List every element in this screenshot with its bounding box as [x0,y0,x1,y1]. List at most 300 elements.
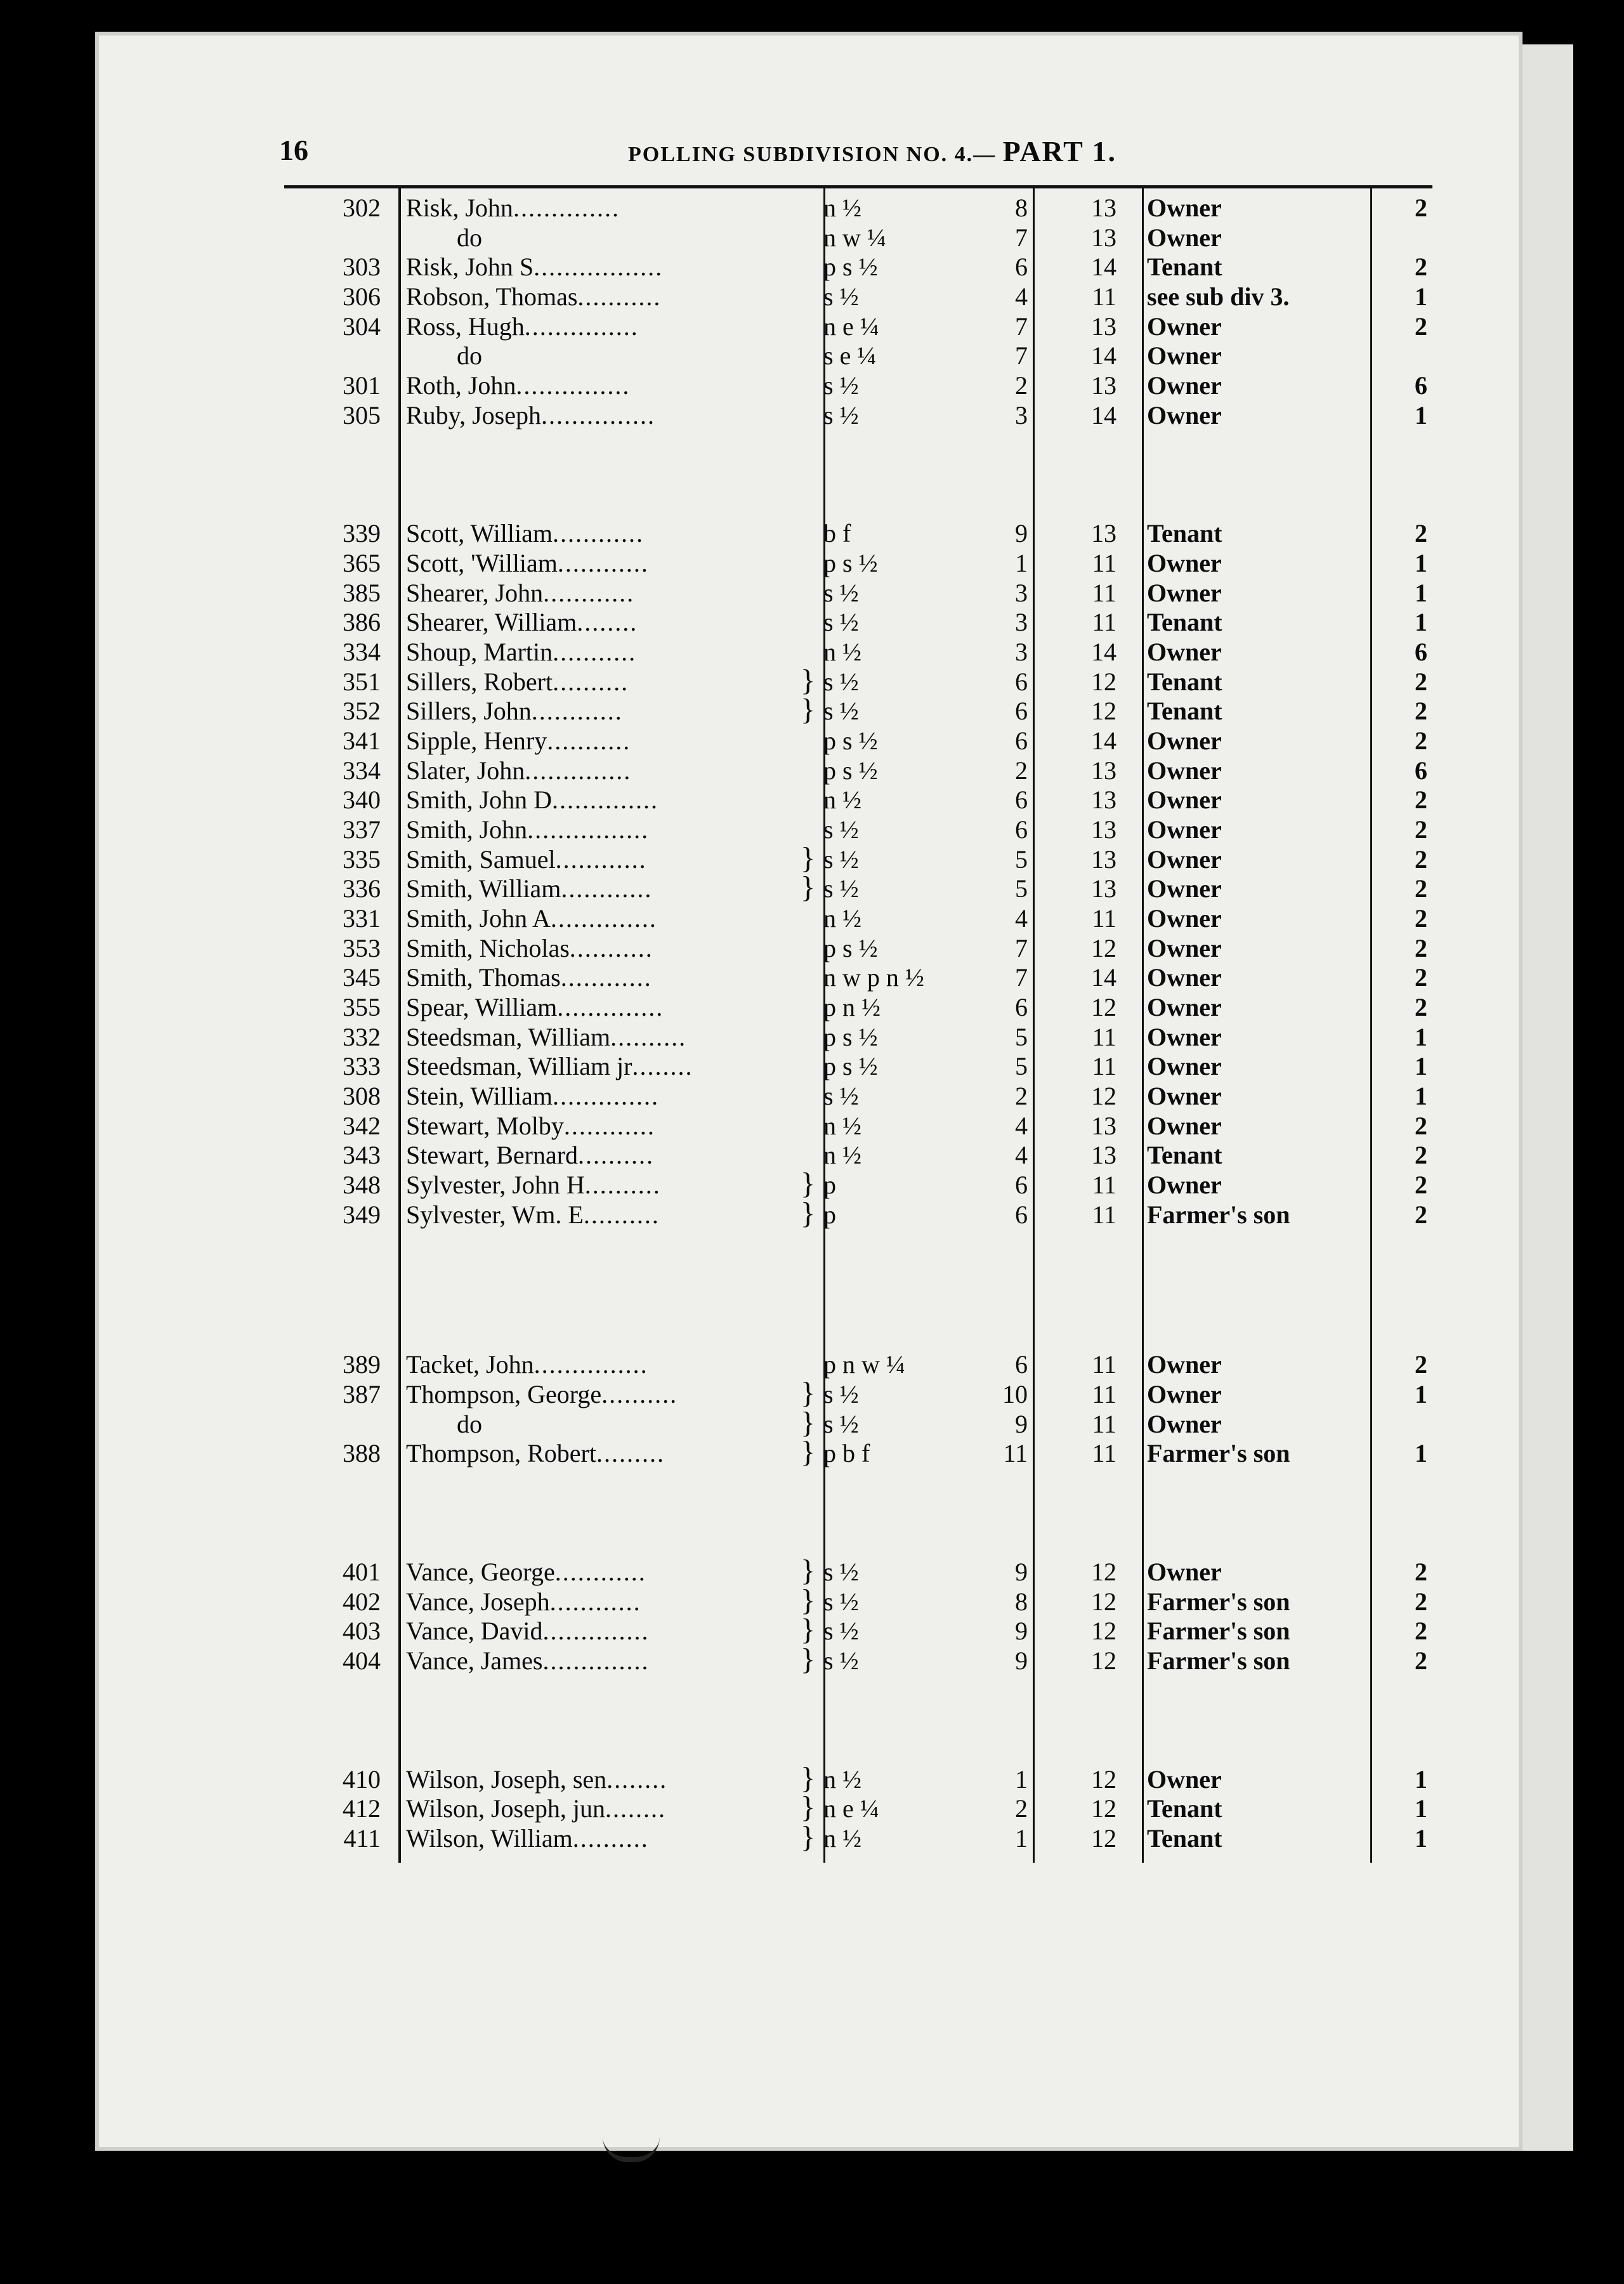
vote-count: 6 [1415,638,1427,666]
voter-number: 302 [343,194,381,222]
lot-number: 2 [1015,756,1028,785]
voter-name [406,756,806,785]
tenure-status: Tenant [1147,253,1222,281]
grouping-brace: } [801,664,816,697]
voter-name-text: Sylvester, John H [406,1171,585,1199]
lot-number: 9 [1015,1646,1028,1675]
dot-leader: .......... [610,1023,687,1051]
vote-count: 2 [1415,253,1427,281]
tenure-status: Tenant [1147,519,1222,548]
lot-number: 9 [1015,519,1028,548]
voter-name-text: Ruby, Joseph [406,401,541,430]
voter-number: 306 [343,282,381,311]
lot-number: 3 [1015,638,1028,666]
voter-name-text: Shoup, Martin [406,638,553,666]
voter-name [406,1439,806,1468]
vote-count: 1 [1415,1794,1427,1823]
voter-name-text: Sipple, Henry [406,726,547,755]
lot-number: 4 [1015,1112,1028,1140]
page-number: 16 [279,134,308,166]
land-description: p s ½ [823,549,878,577]
land-description: s ½ [823,1082,859,1110]
dot-leader: ............ [549,1587,641,1616]
lot-number: 2 [1015,371,1028,400]
voter-name [406,341,806,371]
voter-name [406,194,806,223]
voter-name-text: do [457,1410,482,1438]
concession-number: 11 [1092,904,1116,933]
lot-number: 4 [1015,904,1028,933]
voter-number: 349 [343,1200,381,1229]
tenure-status: Owner [1147,1410,1222,1438]
land-description: s ½ [823,1646,859,1675]
voter-number: 385 [343,579,381,607]
land-description: b f [823,519,851,548]
voter-name [406,1558,806,1587]
dot-leader: .............. [513,194,620,222]
voter-name-text: Steedsman, William jr [406,1052,632,1080]
lot-number: 7 [1015,963,1028,992]
voter-name [406,1824,806,1853]
voter-number: 331 [343,904,381,933]
voter-name [406,579,806,608]
vote-count: 2 [1415,1350,1427,1379]
concession-number: 11 [1092,1023,1116,1051]
voter-number: 410 [343,1765,381,1794]
voter-name-text: Smith, John A [406,904,551,933]
vote-count: 2 [1415,963,1427,992]
concession-number: 11 [1092,1380,1116,1408]
column-divider-status [1142,188,1144,1863]
lot-number: 6 [1015,815,1028,844]
column-divider-name [398,188,401,1863]
vote-count: 2 [1415,667,1427,696]
dot-leader: ........ [606,1765,668,1794]
voter-name [406,904,806,933]
land-description: p s ½ [823,934,878,962]
dot-leader: ........... [553,638,637,666]
tenure-status: Owner [1147,1558,1222,1586]
voter-number: 365 [343,549,381,577]
voter-name [406,519,806,548]
land-description: p s ½ [823,1052,878,1080]
voter-number: 333 [343,1052,381,1080]
land-description: n ½ [823,1141,861,1169]
voter-name-text: Sylvester, Wm. E [406,1200,584,1229]
vote-count: 2 [1415,815,1427,844]
lot-number: 2 [1015,1794,1028,1823]
dot-leader: ............ [557,549,649,577]
tenure-status: Owner [1147,1082,1222,1110]
vote-count: 2 [1415,1171,1427,1199]
voter-number: 389 [343,1350,381,1379]
voter-name-text: Stewart, Molby [406,1112,564,1140]
concession-number: 12 [1091,1082,1116,1110]
voter-number: 345 [343,963,381,992]
lot-number: 7 [1015,341,1028,370]
dot-leader: ............ [554,1558,646,1586]
lot-number: 6 [1015,1350,1028,1379]
tenure-status: Owner [1147,579,1222,607]
land-description: s ½ [823,282,859,311]
voter-number: 387 [343,1380,381,1408]
tenure-status: Owner [1147,1171,1222,1199]
tenure-status: Owner [1147,845,1222,874]
tenure-status: Owner [1147,223,1222,252]
tenure-status: Owner [1147,638,1222,666]
voter-name-text: Stein, William [406,1082,553,1110]
voter-name [406,1052,806,1081]
land-description: s ½ [823,1410,859,1438]
tenure-status: Owner [1147,1350,1222,1379]
dot-leader: ............ [531,697,623,725]
lot-number: 9 [1015,1617,1028,1645]
page-title-text: POLLING SUBDIVISION NO. 4.— [628,143,997,166]
voter-name-text: do [457,341,482,370]
grouping-brace: } [801,1643,816,1676]
grouping-brace: } [801,1554,816,1587]
voter-name [406,1794,806,1823]
voter-name [406,1350,806,1379]
land-description: n ½ [823,1112,861,1140]
concession-number: 11 [1092,1410,1116,1438]
voter-number: 342 [343,1112,381,1140]
dot-leader: ............... [524,312,639,341]
voter-name-text: Smith, William [406,874,561,903]
voter-name [406,1082,806,1111]
concession-number: 12 [1091,934,1116,962]
grouping-brace: } [801,1584,816,1617]
voter-number: 402 [343,1587,381,1616]
vote-count: 1 [1415,549,1427,577]
voter-number: 355 [343,993,381,1021]
dot-leader: .............. [542,1646,650,1675]
concession-number: 12 [1091,1794,1116,1823]
voter-name-text: Scott, 'William [406,549,558,577]
concession-number: 12 [1091,1558,1116,1586]
lot-number: 1 [1015,1824,1028,1853]
voter-number: 401 [343,1558,381,1586]
tenure-status: Owner [1147,549,1222,577]
dot-leader: ........... [547,726,631,755]
voter-number: 386 [343,608,381,636]
tenure-status: Owner [1147,401,1222,430]
concession-number: 13 [1091,874,1116,903]
tenure-status: Owner [1147,993,1222,1021]
tenure-status: Farmer's son [1147,1200,1290,1229]
tenure-status: Farmer's son [1147,1439,1290,1467]
grouping-brace: } [801,1406,816,1440]
concession-number: 11 [1092,1200,1116,1229]
voter-name [406,1617,806,1646]
vote-count: 1 [1415,1824,1427,1853]
voter-name-text: Stewart, Bernard [406,1141,579,1169]
tenure-status: Owner [1147,756,1222,785]
land-description: s ½ [823,874,859,903]
dot-leader: .......... [578,1141,655,1169]
dot-leader: ........... [577,282,662,311]
dot-leader: .............. [550,904,657,933]
voter-number: 351 [343,667,381,696]
voter-name [406,934,806,963]
tenure-status: Owner [1147,785,1222,814]
voter-name [406,638,806,667]
concession-number: 11 [1092,1171,1116,1199]
voter-number: 334 [343,756,381,785]
voter-name-text: Slater, John [406,756,525,785]
dot-leader: ........ [605,1794,666,1823]
tenure-status: Tenant [1147,608,1222,636]
voter-name-text: Spear, William [406,993,558,1021]
land-description: n ½ [823,1824,861,1853]
tenure-status: Owner [1147,874,1222,903]
dot-leader: .............. [525,756,632,785]
voter-number: 301 [343,371,381,400]
concession-number: 11 [1092,282,1116,311]
lot-number: 6 [1015,697,1028,725]
land-description: s ½ [823,579,859,607]
footer-mark [603,2125,660,2162]
voter-number: 412 [343,1794,381,1823]
vote-count: 1 [1415,1082,1427,1110]
vote-count: 2 [1415,1112,1427,1140]
lot-number: 6 [1015,1171,1028,1199]
voter-name [406,1200,806,1230]
concession-number: 13 [1091,845,1116,874]
lot-number: 3 [1015,579,1028,607]
vote-count: 2 [1415,312,1427,341]
land-description: s ½ [823,667,859,696]
lot-number: 11 [1003,1439,1028,1467]
vote-count: 1 [1415,1439,1427,1467]
vote-count: 2 [1415,726,1427,755]
tenure-status: Owner [1147,1023,1222,1051]
concession-number: 13 [1091,1141,1116,1169]
land-description: s ½ [823,815,859,844]
lot-number: 5 [1015,1023,1028,1051]
dot-leader: ............ [555,845,647,874]
voter-number: 335 [343,845,381,874]
lot-number: 6 [1015,1200,1028,1229]
lot-number: 3 [1015,401,1028,430]
voter-name [406,401,806,430]
voter-name [406,253,806,282]
land-description: s ½ [823,697,859,725]
lot-number: 7 [1015,934,1028,962]
tenure-status: Tenant [1147,667,1222,696]
voter-number: 305 [343,401,381,430]
voter-name-text: Smith, John D [406,785,553,814]
vote-count: 2 [1415,194,1427,222]
dot-leader: .......... [583,1200,660,1229]
column-divider-lot [1033,188,1035,1863]
concession-number: 11 [1092,579,1116,607]
voter-number: 337 [343,815,381,844]
lot-number: 2 [1015,1082,1028,1110]
voter-name [406,726,806,756]
land-description: n w p n ½ [823,963,924,992]
concession-number: 14 [1091,253,1116,281]
concession-number: 13 [1091,815,1116,844]
voter-name [406,1765,806,1794]
vote-count: 2 [1415,519,1427,548]
concession-number: 14 [1091,341,1116,370]
page-title-part: PART 1. [1002,135,1117,167]
lot-number: 6 [1015,667,1028,696]
vote-count: 1 [1415,1380,1427,1408]
voter-name [406,1171,806,1200]
voter-name-text: Vance, Joseph [406,1587,550,1616]
vote-count: 6 [1415,371,1427,400]
concession-number: 11 [1092,1350,1116,1379]
land-description: p b f [823,1439,870,1467]
land-description: n e ¼ [823,312,879,341]
grouping-brace: } [801,693,816,726]
grouping-brace: } [801,1435,816,1469]
dot-leader: ............... [534,1350,648,1379]
lot-number: 7 [1015,223,1028,252]
dot-leader: ........ [632,1052,693,1080]
vote-count: 2 [1415,934,1427,962]
dot-leader: ............ [560,963,652,992]
voter-name-text: Sillers, John [406,697,532,725]
voter-name [406,815,806,844]
voter-name-text: Ross, Hugh [406,312,525,341]
grouping-brace: } [801,1197,816,1230]
lot-number: 10 [1002,1380,1028,1408]
tenure-status: Farmer's son [1147,1587,1290,1616]
concession-number: 14 [1091,963,1116,992]
concession-number: 11 [1092,1052,1116,1080]
dot-leader: ............ [543,579,635,607]
concession-number: 13 [1091,371,1116,400]
voter-name [406,1587,806,1617]
tenure-status: Farmer's son [1147,1617,1290,1645]
concession-number: 12 [1091,1824,1116,1853]
grouping-brace: } [801,841,816,875]
vote-count: 2 [1415,993,1427,1021]
vote-count: 2 [1415,697,1427,725]
dot-leader: .......... [553,667,629,696]
lot-number: 8 [1015,194,1028,222]
land-description: p s ½ [823,726,878,755]
vote-count: 2 [1415,785,1427,814]
tenure-status: Owner [1147,194,1222,222]
land-description: n ½ [823,638,861,666]
concession-number: 13 [1091,756,1116,785]
concession-number: 11 [1092,608,1116,636]
vote-count: 2 [1415,845,1427,874]
voter-number: 303 [343,253,381,281]
tenure-status: Tenant [1147,1824,1222,1853]
voter-number: 352 [343,697,381,725]
voter-number: 308 [343,1082,381,1110]
dot-leader: .............. [552,1082,659,1110]
concession-number: 11 [1092,1439,1116,1467]
land-description: p [823,1200,836,1229]
voter-number: 343 [343,1141,381,1169]
header-rule [284,185,1432,188]
lot-number: 5 [1015,874,1028,903]
dot-leader: .............. [552,785,659,814]
vote-count: 6 [1415,756,1427,785]
grouping-brace: } [801,1820,816,1854]
tenure-status: Owner [1147,726,1222,755]
concession-number: 12 [1091,1646,1116,1675]
voter-name [406,549,806,578]
land-description: p [823,1171,836,1199]
voter-name [406,371,806,400]
vote-count: 1 [1415,608,1427,636]
vote-count: 1 [1415,282,1427,311]
tenure-status: Tenant [1147,1141,1222,1169]
land-description: n e ¼ [823,1794,879,1823]
voter-name [406,1141,806,1170]
vote-count: 1 [1415,1052,1427,1080]
voter-name-text: Smith, Nicholas [406,934,570,962]
concession-number: 13 [1091,223,1116,252]
dot-leader: ............ [552,519,644,548]
voter-name-text: do [457,223,482,252]
vote-count: 2 [1415,1617,1427,1645]
lot-number: 9 [1015,1558,1028,1586]
lot-number: 7 [1015,312,1028,341]
voter-name [406,608,806,637]
tenure-status: Farmer's son [1147,1646,1290,1675]
voter-name [406,993,806,1022]
vote-count: 1 [1415,579,1427,607]
tenure-status: Owner [1147,1052,1222,1080]
voter-name-text: Wilson, Joseph, jun [406,1794,605,1823]
vote-count: 2 [1415,904,1427,933]
lot-number: 6 [1015,726,1028,755]
voter-name-text: Vance, George [406,1558,555,1586]
tenure-status: Owner [1147,904,1222,933]
dot-leader: .......... [584,1171,661,1199]
tenure-status: Owner [1147,1380,1222,1408]
concession-number: 14 [1091,401,1116,430]
concession-number: 12 [1091,1617,1116,1645]
voter-name [406,223,806,253]
vote-count: 2 [1415,1200,1427,1229]
concession-number: 13 [1091,519,1116,548]
dot-leader: ........... [569,934,653,962]
vote-count: 1 [1415,1023,1427,1051]
voter-name-text: Tacket, John [406,1350,534,1379]
voter-number: 336 [343,874,381,903]
voter-name-text: Robson, Thomas [406,282,578,311]
concession-number: 12 [1091,1587,1116,1616]
dot-leader: .......... [572,1824,649,1853]
tenure-status: Owner [1147,815,1222,844]
page-title [628,135,1116,168]
voter-number: 411 [343,1824,381,1853]
grouping-brace: } [801,1790,816,1824]
land-description: s ½ [823,1587,859,1616]
land-description: s ½ [823,1617,859,1645]
tenure-status: Owner [1147,371,1222,400]
concession-number: 12 [1091,697,1116,725]
vote-count: 2 [1415,1141,1427,1169]
lot-number: 4 [1015,282,1028,311]
concession-number: 12 [1091,667,1116,696]
lot-number: 5 [1015,1052,1028,1080]
concession-number: 12 [1091,993,1116,1021]
voter-name-text: Sillers, Robert [406,667,553,696]
lot-number: 1 [1015,1765,1028,1794]
voter-name-text: Shearer, William [406,608,577,636]
grouping-brace: } [801,1761,816,1795]
